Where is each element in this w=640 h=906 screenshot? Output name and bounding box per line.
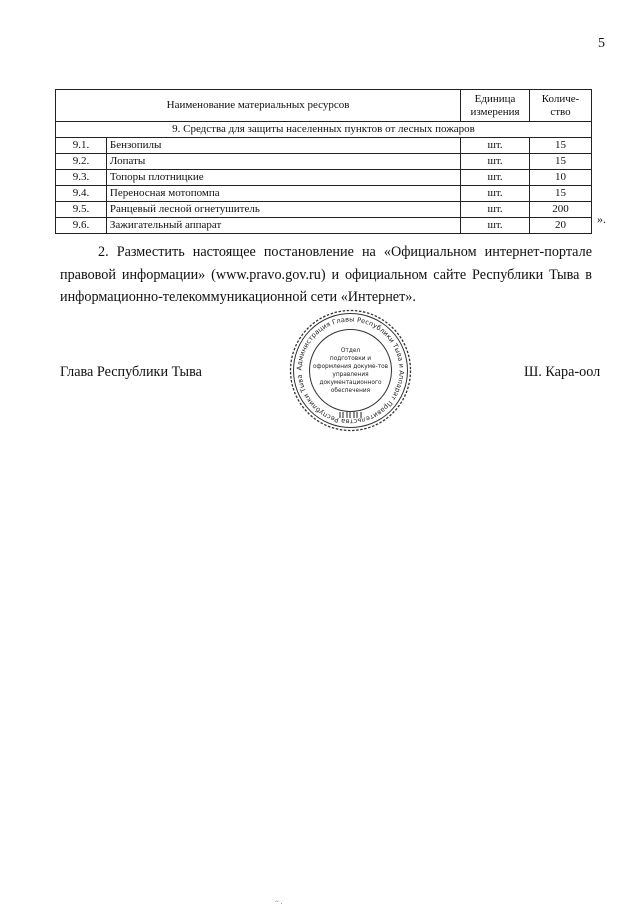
- table-row: [56, 170, 592, 186]
- header-name: Наименование материальных ресурсов: [56, 90, 461, 122]
- row-unit: шт.: [461, 138, 530, 154]
- seal-line: оформления докуме-тов: [312, 364, 389, 370]
- row-name: Топоры плотницкие: [106, 170, 460, 186]
- page-number: 5: [598, 36, 605, 51]
- signature-position: Глава Республики Тыва: [60, 364, 202, 380]
- row-name: Зажигательный аппарат: [106, 218, 460, 234]
- row-unit: шт.: [461, 202, 530, 218]
- row-qty: 200: [530, 202, 592, 218]
- row-unit: шт.: [461, 186, 530, 202]
- seal-line: обеспечения: [330, 388, 371, 394]
- row-number: 9.4.: [56, 186, 107, 202]
- seal-ring-text: Администрация Главы Республики Тыва и Аппарат Правительства Республики Тыва: [295, 315, 406, 426]
- table-row: [56, 218, 592, 234]
- seal-line: управления: [332, 372, 369, 378]
- section-title: 9. Средства для защиты населенных пунктов от лесных пожаров: [56, 122, 592, 138]
- seal-line: Отдел: [340, 348, 361, 354]
- row-number: 9.6.: [56, 218, 107, 234]
- row-qty: 15: [530, 138, 592, 154]
- row-unit: шт.: [461, 218, 530, 234]
- table-row: [56, 138, 592, 154]
- svg-text:Администрация Главы Республики: [295, 315, 405, 425]
- row-number: 9.3.: [56, 170, 107, 186]
- table-row: [56, 154, 592, 170]
- table-row: [56, 202, 592, 218]
- seal-line: документационного: [319, 380, 382, 386]
- header-qty: Количе-ство: [530, 90, 592, 122]
- section-row: [56, 122, 592, 138]
- row-name: Переносная мотопомпа: [106, 186, 460, 202]
- resources-table: [55, 89, 592, 234]
- row-qty: 10: [530, 170, 592, 186]
- row-qty: 15: [530, 154, 592, 170]
- row-name: Лопаты: [106, 154, 460, 170]
- row-name: Ранцевый лесной огнетушитель: [106, 202, 460, 218]
- row-qty: 20: [530, 218, 592, 234]
- header-unit: Единица измерения: [461, 90, 530, 122]
- row-name: Бензопилы: [106, 138, 460, 154]
- official-seal-icon: [288, 308, 413, 433]
- row-unit: шт.: [461, 170, 530, 186]
- row-number: 9.5.: [56, 202, 107, 218]
- row-unit: шт.: [461, 154, 530, 170]
- seal-line: подготовки и: [329, 356, 372, 362]
- closing-quote: ».: [597, 212, 606, 226]
- row-number: 9.1.: [56, 138, 107, 154]
- paragraph-2: 2. Разместить настоящее постановление на «Официальном интернет-портале правовой информации» (www.pravo.gov.ru) и официальном сайте Республики Тыва в информационно-телекоммуникационной сети «Интернет».: [60, 244, 592, 305]
- signature-name: Ш. Кара-оол: [524, 364, 601, 380]
- table-header-row: [56, 90, 592, 122]
- table-row: [56, 186, 592, 202]
- row-number: 9.2.: [56, 154, 107, 170]
- row-qty: 15: [530, 186, 592, 202]
- bottom-edge-mark: ~ .: [275, 898, 283, 906]
